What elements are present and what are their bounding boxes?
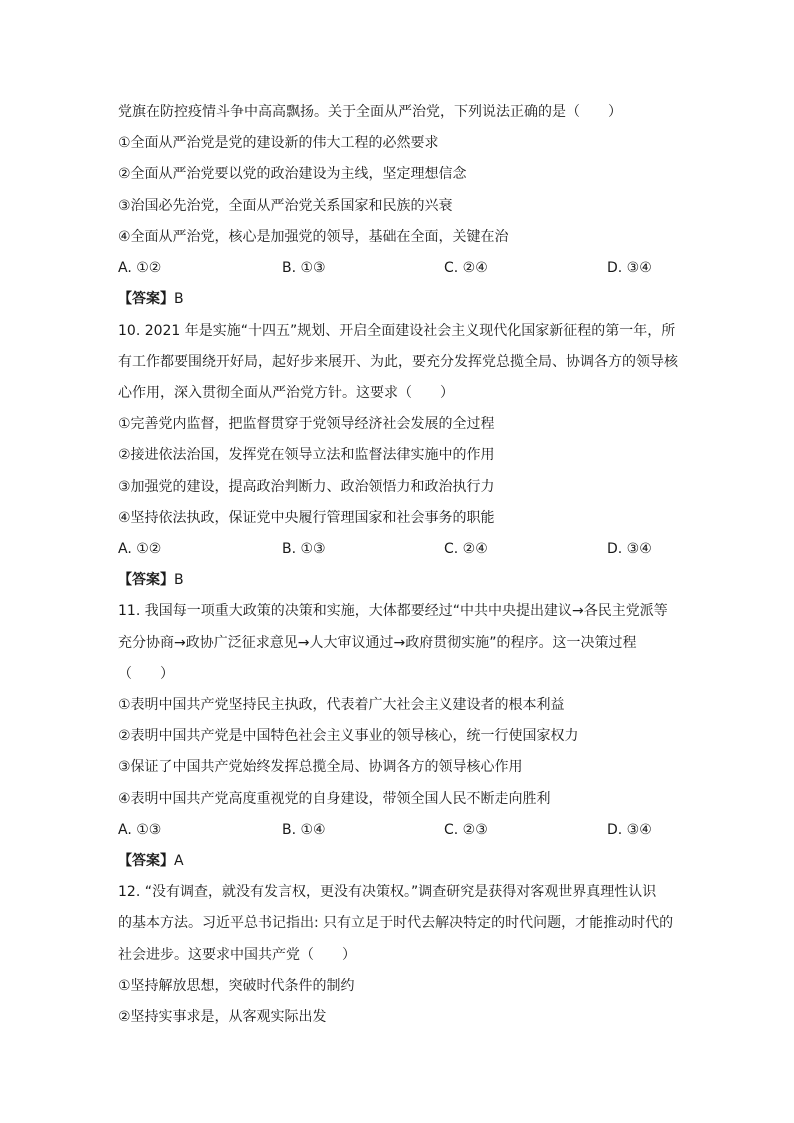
q11-item-1: ①表明中国共产党坚持民主执政，代表着广大社会主义建设者的根本利益	[118, 697, 565, 713]
q11-item-3: ③保证了中国共产党始终发挥总揽全局、协调各方的领导核心作用	[118, 759, 523, 775]
q9-option-d: D. ③④	[607, 260, 652, 276]
q10-item-1: ①完善党内监督，把监督贯穿于党领导经济社会发展的全过程	[118, 416, 495, 432]
q11-option-a: A. ①③	[118, 822, 162, 838]
q10-item-2: ②接进依法治国，发挥党在领导立法和监督法律实施中的作用	[118, 447, 495, 463]
q11-item-4: ④表明中国共产党高度重视党的自身建设，带领全国人民不断走向胜利	[118, 791, 551, 807]
q11-answer	[118, 851, 184, 871]
q9-options	[118, 258, 678, 278]
q9-answer	[118, 289, 184, 309]
q11-item-2: ②表明中国共产党是中国特色社会主义事业的领导核心，统一行使国家权力	[118, 728, 579, 744]
q12-stem-line-1: 12. “没有调查，就没有发言权，更没有决策权。”调查研究是获得对客观世界真理性认识	[118, 884, 657, 900]
q9-stem: 党旗在防控疫情斗争中高高飘扬。关于全面从严治党，下列说法正确的是（ ）	[118, 104, 622, 120]
q9-item-2: ②全面从严治党要以党的政治建设为主线，坚定理想信念	[118, 166, 467, 182]
q9-option-a: A. ①②	[118, 260, 162, 276]
answer-value: A	[174, 853, 184, 869]
q11-option-b: B. ①④	[282, 822, 326, 838]
q11-stem-line-3: （ ）	[118, 666, 174, 682]
q12-item-2: ②坚持实事求是，从客观实际出发	[118, 1009, 327, 1025]
answer-value: B	[174, 572, 184, 588]
q11-stem-line-1: 11. 我国每一项重大政策的决策和实施，大体都要经过“中共中央提出建议→各民主党派等	[118, 603, 668, 619]
q11-option-c: C. ②③	[444, 822, 488, 838]
q10-stem-line-3: 心作用，深入贯彻全面从严治党方针。这要求（ ）	[118, 385, 454, 401]
answer-value: B	[174, 291, 184, 307]
q10-options	[118, 539, 678, 559]
q10-stem-line-2: 有工作都要围绕开好局，起好步来展开、为此，要充分发挥党总揽全局、协调各方的领导核	[118, 354, 678, 370]
q9-item-1: ①全面从严治党是党的建设新的伟大工程的必然要求	[118, 135, 439, 151]
q10-answer	[118, 570, 184, 590]
q10-item-4: ④坚持依法执政，保证党中央履行管理国家和社会事务的职能	[118, 510, 495, 526]
q9-item-3: ③治国必先治党，全面从严治党关系国家和民族的兴衰	[118, 198, 453, 214]
q11-stem-line-2: 充分协商→政协广泛征求意见→人大审议通过→政府贯彻实施”的程序。这一决策过程	[118, 635, 637, 651]
q9-option-c: C. ②④	[444, 260, 488, 276]
q10-option-d: D. ③④	[607, 541, 652, 557]
q10-option-a: A. ①②	[118, 541, 162, 557]
q10-stem-line-1: 10. 2021 年是实施“十四五”规划、开启全面建设社会主义现代化国家新征程的第一年，所	[118, 323, 676, 339]
q9-item-4: ④全面从严治党，核心是加强党的领导，基础在全面，关键在治	[118, 229, 509, 245]
q12-stem-line-3: 社会进步。这要求中国共产党（ ）	[118, 947, 356, 963]
q11-option-d: D. ③④	[607, 822, 652, 838]
q10-option-b: B. ①③	[282, 541, 326, 557]
q12-stem-line-2: 的基本方法。习近平总书记指出: 只有立足于时代去解决特定的时代问题，才能推动时代的	[118, 915, 674, 931]
answer-label: 【答案】	[118, 572, 174, 588]
q10-item-3: ③加强党的建设，提高政治判断力、政治领悟力和政治执行力	[118, 479, 495, 495]
q11-options	[118, 820, 678, 840]
q10-option-c: C. ②④	[444, 541, 488, 557]
answer-label: 【答案】	[118, 853, 174, 869]
q9-option-b: B. ①③	[282, 260, 326, 276]
answer-label: 【答案】	[118, 291, 174, 307]
q12-item-1: ①坚持解放思想，突破时代条件的制约	[118, 978, 355, 994]
